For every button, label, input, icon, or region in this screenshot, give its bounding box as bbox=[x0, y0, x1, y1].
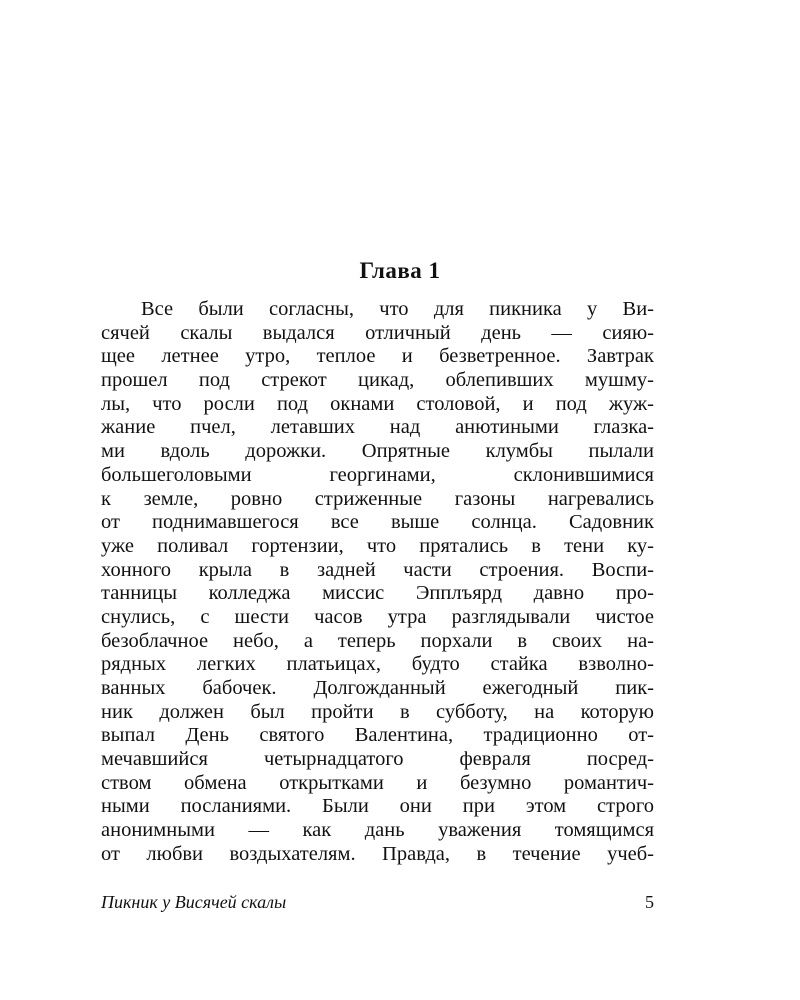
text-line: большеголовыми георгинами, склонившимися bbox=[101, 463, 654, 486]
text-line: ными посланиями. Были они при этом строго bbox=[101, 795, 654, 818]
text-line: рядных легких платьицах, будто стайка взволно- bbox=[101, 653, 654, 676]
text-line: ванных бабочек. Долгожданный ежегодный пик- bbox=[101, 677, 654, 699]
text-line: от любви воздыхателям. Правда, в течение учеб- bbox=[101, 842, 654, 865]
text-line: сячей скалы выдался отличный день — сияю- bbox=[101, 321, 654, 344]
text-line: к земле, ровно стриженные газоны нагревались bbox=[101, 487, 654, 510]
text-line: прошел под стрекот цикад, облепивших мушму- bbox=[101, 369, 654, 392]
running-footer-title: Пикник у Висячей скалы bbox=[101, 892, 287, 912]
chapter-title: Глава 1 bbox=[359, 258, 441, 283]
page-footer bbox=[101, 892, 654, 916]
text-line: щее летнее утро, теплое и безветренное. Завтрак bbox=[101, 345, 654, 368]
text-line: жание пчел, летавших над анютиными глазка- bbox=[101, 416, 654, 439]
text-line: лы, что росли под окнами столовой, и под жуж- bbox=[101, 392, 654, 415]
text-line: снулись, с шести часов утра разглядывали чистое bbox=[101, 605, 654, 628]
text-line: танницы колледжа миссис Эпплъярд давно про- bbox=[101, 582, 654, 605]
chapter-body bbox=[101, 298, 654, 867]
text-line: хонного крыла в задней части строения. Воспи- bbox=[101, 558, 654, 581]
text-line: уже поливал гортензии, что прятались в тени ку- bbox=[101, 534, 654, 557]
text-line: мечавшийся четырнадцатого февраля посред- bbox=[101, 748, 654, 771]
text-line: анонимными — как дань уважения томящимся bbox=[101, 819, 654, 842]
text-line: ми вдоль дорожки. Опрятные клумбы пылали bbox=[101, 440, 654, 463]
text-line: Все были согласны, что для пикника у Ви- bbox=[141, 298, 654, 320]
text-line: ством обмена открытками и безумно романтич- bbox=[101, 771, 654, 794]
text-line: от поднимавшегося все выше солнца. Садовник bbox=[101, 511, 654, 534]
page-number: 5 bbox=[645, 892, 654, 912]
text-line: выпал День святого Валентина, традиционно от- bbox=[101, 724, 654, 747]
text-line: безоблачное небо, а теперь порхали в своих на- bbox=[101, 629, 654, 652]
text-line: ник должен был пройти в субботу, на которую bbox=[101, 700, 654, 723]
